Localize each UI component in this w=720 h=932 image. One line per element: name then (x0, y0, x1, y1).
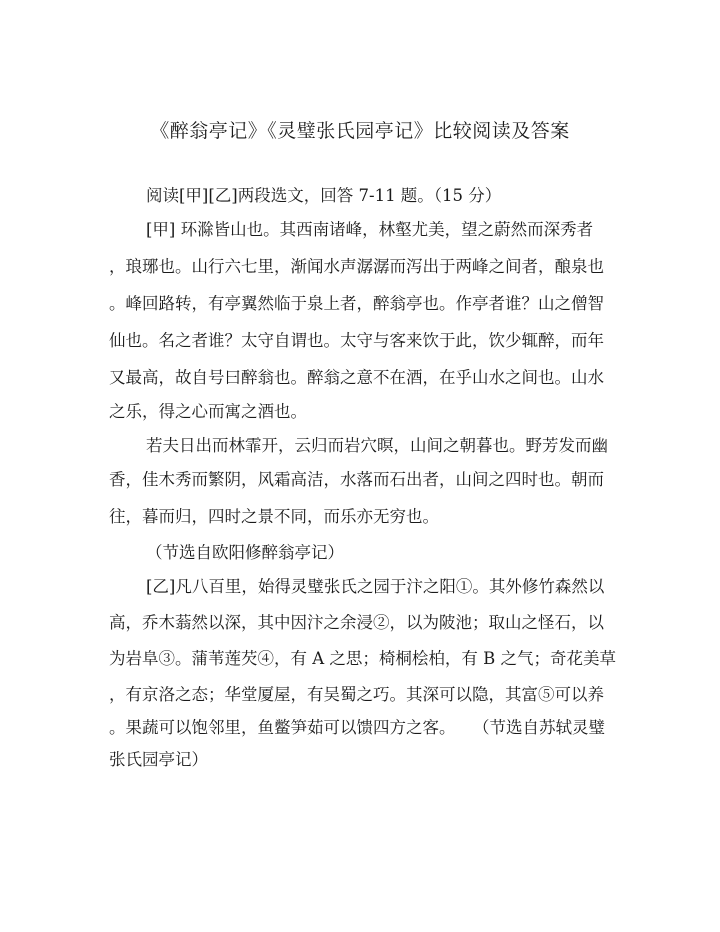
text-line: [乙]凡八百里，始得灵璧张氏之园于汴之阳①。其外修竹森然以 (146, 577, 605, 596)
text-line: 高，乔木蓊然以深，其中因汴之余浸②，以为陂池；取山之怪石，以 (109, 613, 604, 632)
text-line: 之乐，得之心而寓之酒也。 (109, 402, 307, 421)
text-line: [甲] 环滁皆山也。其西南诸峰，林壑尤美，望之蔚然而深秀者 (146, 220, 594, 239)
text-line: ，琅琊也。山行六七里，渐闻水声潺潺而泻出于两峰之间者，酿泉也 (109, 257, 604, 276)
source-line: （节选自苏轼灵璧 (473, 718, 605, 737)
source-line: （节选自欧阳修醉翁亭记） (146, 543, 344, 562)
source-line: 张氏园亭记） (109, 750, 208, 769)
text-line: 。果蔬可以饱邻里，鱼鳖笋茹可以馈四方之客。 (109, 718, 456, 737)
text-line: 仙也。名之者谁？太守自谓也。太守与客来饮于此，饮少辄醉，而年 (109, 331, 604, 350)
text-line: 往，暮而归，四时之景不同，而乐亦无穷也。 (109, 507, 439, 526)
text-line: 。峰回路转，有亭翼然临于泉上者，醉翁亭也。作亭者谁？山之僧智 (109, 294, 604, 313)
text-line: ，有京洛之态；华堂厦屋，有吴蜀之巧。其深可以隐，其富⑤可以养 (109, 685, 604, 704)
text-line: 香，佳木秀而繁阴，风霜高洁，水落而石出者，山间之四时也。朝而 (109, 470, 604, 489)
text-line: 又最高，故自号曰醉翁也。醉翁之意不在酒，在乎山水之间也。山水 (109, 368, 604, 387)
instruction-line: 阅读[甲][乙]两段选文，回答 7-11 题。（15 分） (146, 186, 502, 205)
text-line: 若夫日出而林霏开，云归而岩穴暝，山间之朝暮也。野芳发而幽 (146, 436, 608, 455)
document-title: 《醉翁亭记》《灵璧张氏园亭记》比较阅读及答案 (150, 120, 570, 142)
text-line: 为岩阜③。蒲苇莲芡④，有 A 之思；椅桐桧柏，有 B 之气；奇花美草 (109, 649, 617, 668)
